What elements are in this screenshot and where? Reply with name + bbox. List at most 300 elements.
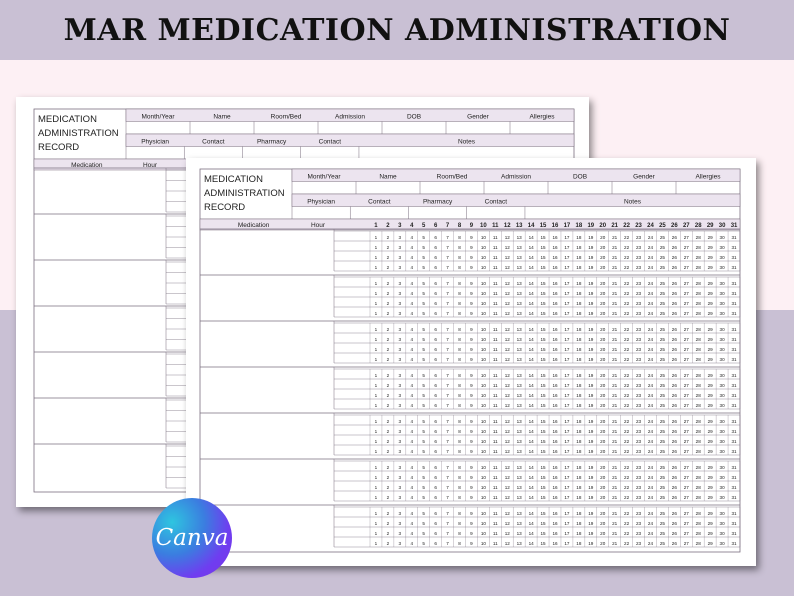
day-cell-number: 10 — [480, 235, 486, 240]
day-cell-number: 11 — [492, 347, 498, 352]
row2-header-label: Contact — [368, 198, 391, 206]
day-cell-number: 20 — [600, 475, 606, 480]
day-cell-number: 1 — [374, 311, 378, 316]
day-cell-number: 27 — [683, 511, 689, 516]
day-cell-number: 21 — [612, 541, 618, 546]
day-header-number: 3 — [398, 223, 402, 229]
day-cell-number: 17 — [564, 373, 570, 378]
day-cell-number: 2 — [386, 521, 390, 526]
day-cell-number: 15 — [540, 265, 546, 270]
day-cell-number: 17 — [564, 235, 570, 240]
day-cell-number: 6 — [434, 337, 437, 342]
day-cell-number: 22 — [624, 393, 630, 398]
day-cell-number: 7 — [446, 419, 449, 424]
day-cell-number: 20 — [600, 449, 606, 454]
day-cell-number: 20 — [600, 301, 606, 306]
day-cell-number: 21 — [612, 337, 618, 342]
day-cell-number: 21 — [612, 291, 618, 296]
day-cell-number: 27 — [683, 311, 689, 316]
day-cell-number: 11 — [492, 511, 498, 516]
day-cell-number: 8 — [458, 511, 461, 516]
day-cell-number: 25 — [659, 511, 665, 516]
day-cell-number: 23 — [635, 357, 642, 362]
day-cell-number: 9 — [470, 347, 473, 352]
day-cell-number: 16 — [552, 255, 558, 260]
day-cell-number: 30 — [719, 265, 725, 270]
day-cell-number: 2 — [386, 531, 390, 536]
day-cell-number: 10 — [480, 347, 486, 352]
day-cell-number: 16 — [552, 327, 558, 332]
day-cell-number: 29 — [707, 337, 713, 342]
day-cell-number: 18 — [576, 419, 582, 424]
day-cell-number: 21 — [612, 347, 618, 352]
day-cell-number: 1 — [374, 511, 378, 516]
day-cell-number: 7 — [446, 521, 449, 526]
day-cell-number: 28 — [695, 541, 701, 546]
day-cell-number: 13 — [516, 245, 522, 250]
day-cell-number: 28 — [695, 255, 701, 260]
day-cell-number: 25 — [659, 541, 665, 546]
day-cell-number: 4 — [410, 541, 414, 546]
day-cell-number: 1 — [374, 465, 378, 470]
day-cell-number: 1 — [374, 255, 378, 260]
day-cell-number: 12 — [504, 465, 510, 470]
day-cell-number: 3 — [398, 485, 402, 490]
day-cell-number: 30 — [719, 419, 725, 424]
title-banner — [0, 0, 794, 60]
day-cell-number: 16 — [552, 429, 558, 434]
day-header-number: 15 — [539, 223, 547, 229]
day-cell-number: 1 — [374, 521, 378, 526]
day-header-number: 26 — [671, 223, 678, 229]
day-cell-number: 24 — [647, 403, 654, 408]
day-cell-number: 25 — [659, 301, 665, 306]
day-cell-number: 2 — [386, 429, 390, 434]
day-cell-number: 20 — [600, 495, 606, 500]
day-cell-number: 3 — [398, 429, 402, 434]
day-cell-number: 31 — [731, 403, 737, 408]
medication-header-label: Medication — [71, 162, 103, 169]
day-cell-number: 15 — [540, 465, 546, 470]
day-cell-number: 16 — [552, 291, 558, 296]
day-cell-number: 19 — [588, 419, 594, 424]
day-cell-number: 22 — [624, 531, 630, 536]
day-cell-number: 23 — [635, 495, 642, 500]
day-cell-number: 23 — [635, 347, 642, 352]
day-cell-number: 28 — [695, 465, 701, 470]
day-cell-number: 30 — [719, 485, 725, 490]
day-cell-number: 14 — [528, 373, 534, 378]
day-cell-number: 11 — [492, 245, 498, 250]
day-cell-number: 15 — [540, 511, 546, 516]
day-cell-number: 31 — [731, 439, 737, 444]
day-cell-number: 26 — [671, 311, 677, 316]
day-cell-number: 28 — [695, 521, 701, 526]
day-cell-number: 7 — [446, 235, 449, 240]
day-cell-number: 24 — [647, 245, 654, 250]
day-cell-number: 5 — [422, 383, 425, 388]
day-cell-number: 12 — [504, 495, 510, 500]
day-cell-number: 17 — [564, 449, 570, 454]
day-cell-number: 20 — [600, 439, 606, 444]
hour-header-label: Hour — [310, 222, 326, 229]
page-title: MAR MEDICATION ADMINISTRATION — [63, 12, 731, 48]
day-cell-number: 16 — [552, 475, 558, 480]
day-cell-number: 2 — [386, 373, 390, 378]
day-cell-number: 25 — [659, 245, 665, 250]
day-cell-number: 3 — [398, 541, 402, 546]
day-cell-number: 19 — [588, 449, 594, 454]
day-cell-number: 29 — [707, 265, 713, 270]
row2-header-label: Contact — [484, 198, 508, 206]
day-cell-number: 23 — [635, 393, 642, 398]
day-cell-number: 10 — [480, 449, 486, 454]
day-cell-number: 10 — [480, 495, 486, 500]
day-cell-number: 7 — [446, 281, 449, 286]
day-cell-number: 15 — [540, 255, 546, 260]
day-cell-number: 9 — [470, 403, 473, 408]
day-cell-number: 15 — [540, 245, 546, 250]
day-cell-number: 14 — [528, 255, 534, 260]
day-cell-number: 1 — [374, 419, 378, 424]
day-cell-number: 10 — [480, 255, 486, 260]
day-cell-number: 30 — [719, 291, 725, 296]
day-cell-number: 14 — [528, 327, 534, 332]
day-cell-number: 16 — [552, 521, 558, 526]
day-cell-number: 4 — [410, 419, 414, 424]
day-cell-number: 26 — [671, 531, 677, 536]
row1-header-label: Name — [379, 173, 397, 181]
day-cell-number: 17 — [564, 541, 570, 546]
day-cell-number: 29 — [707, 475, 713, 480]
day-cell-number: 14 — [528, 347, 534, 352]
day-cell-number: 19 — [588, 301, 594, 306]
day-cell-number: 29 — [707, 327, 713, 332]
day-cell-number: 28 — [695, 393, 701, 398]
day-cell-number: 10 — [480, 357, 486, 362]
day-cell-number: 29 — [707, 403, 713, 408]
day-cell-number: 12 — [504, 541, 510, 546]
day-cell-number: 27 — [683, 531, 689, 536]
day-cell-number: 10 — [480, 245, 486, 250]
day-cell-number: 21 — [612, 265, 618, 270]
day-cell-number: 24 — [647, 419, 654, 424]
day-cell-number: 25 — [659, 265, 665, 270]
day-cell-number: 3 — [398, 311, 402, 316]
day-cell-number: 5 — [422, 301, 425, 306]
day-cell-number: 13 — [516, 475, 522, 480]
day-cell-number: 8 — [458, 393, 461, 398]
day-header-number: 6 — [433, 223, 438, 229]
day-cell-number: 25 — [659, 291, 665, 296]
day-cell-number: 10 — [480, 511, 486, 516]
day-cell-number: 23 — [635, 531, 642, 536]
day-cell-number: 6 — [434, 531, 437, 536]
day-cell-number: 16 — [552, 511, 558, 516]
day-cell-number: 5 — [422, 311, 425, 316]
day-cell-number: 1 — [374, 357, 378, 362]
form-title-line: MEDICATION — [204, 174, 263, 185]
day-cell-number: 3 — [398, 403, 402, 408]
day-cell-number: 2 — [386, 403, 390, 408]
row1-header-label: Room/Bed — [436, 173, 468, 181]
day-header-number: 30 — [718, 223, 726, 229]
day-cell-number: 21 — [612, 449, 618, 454]
form-title-line: RECORD — [38, 142, 80, 153]
day-cell-number: 19 — [588, 235, 594, 240]
day-cell-number: 7 — [446, 511, 449, 516]
day-header-number: 24 — [647, 223, 654, 229]
day-cell-number: 27 — [683, 495, 689, 500]
day-cell-number: 25 — [659, 449, 665, 454]
day-cell-number: 8 — [458, 495, 461, 500]
day-cell-number: 18 — [576, 301, 582, 306]
day-cell-number: 29 — [707, 347, 713, 352]
day-cell-number: 16 — [552, 337, 558, 342]
day-cell-number: 19 — [588, 245, 594, 250]
day-cell-number: 14 — [528, 439, 534, 444]
day-cell-number: 13 — [516, 485, 522, 490]
day-cell-number: 21 — [612, 475, 618, 480]
row2-header-label: Pharmacy — [422, 198, 453, 206]
day-cell-number: 19 — [588, 541, 594, 546]
day-cell-number: 16 — [552, 281, 558, 286]
day-cell-number: 30 — [719, 429, 725, 434]
day-cell-number: 9 — [470, 265, 473, 270]
day-cell-number: 11 — [492, 255, 498, 260]
day-cell-number: 31 — [731, 419, 737, 424]
day-cell-number: 8 — [458, 347, 461, 352]
day-cell-number: 21 — [612, 419, 618, 424]
day-cell-number: 3 — [398, 475, 402, 480]
day-cell-number: 27 — [683, 255, 689, 260]
day-cell-number: 5 — [422, 541, 425, 546]
day-cell-number: 14 — [528, 521, 534, 526]
day-cell-number: 19 — [588, 485, 594, 490]
day-cell-number: 20 — [600, 485, 606, 490]
day-cell-number: 15 — [540, 475, 546, 480]
day-cell-number: 14 — [528, 393, 534, 398]
day-cell-number: 17 — [564, 465, 570, 470]
day-cell-number: 6 — [434, 449, 437, 454]
day-cell-number: 26 — [671, 403, 677, 408]
day-cell-number: 2 — [386, 383, 390, 388]
day-cell-number: 6 — [434, 235, 437, 240]
day-cell-number: 9 — [470, 511, 473, 516]
day-cell-number: 21 — [612, 357, 618, 362]
day-cell-number: 6 — [434, 419, 437, 424]
day-cell-number: 31 — [731, 265, 737, 270]
day-cell-number: 25 — [659, 485, 665, 490]
day-cell-number: 16 — [552, 373, 558, 378]
day-cell-number: 27 — [683, 235, 689, 240]
day-cell-number: 5 — [422, 419, 425, 424]
day-cell-number: 9 — [470, 485, 473, 490]
day-cell-number: 27 — [683, 327, 689, 332]
day-cell-number: 23 — [635, 541, 642, 546]
day-cell-number: 13 — [516, 449, 522, 454]
day-cell-number: 24 — [647, 357, 654, 362]
day-cell-number: 23 — [635, 301, 642, 306]
day-cell-number: 11 — [492, 419, 498, 424]
day-cell-number: 11 — [492, 311, 498, 316]
day-cell-number: 31 — [731, 281, 737, 286]
day-cell-number: 25 — [659, 393, 665, 398]
day-cell-number: 29 — [707, 281, 713, 286]
day-cell-number: 9 — [470, 357, 473, 362]
day-cell-number: 15 — [540, 327, 546, 332]
day-cell-number: 2 — [386, 511, 390, 516]
day-cell-number: 2 — [386, 255, 390, 260]
day-cell-number: 2 — [386, 291, 390, 296]
day-cell-number: 29 — [707, 357, 713, 362]
day-cell-number: 22 — [624, 245, 630, 250]
day-header-number: 9 — [469, 223, 474, 229]
day-cell-number: 6 — [434, 495, 437, 500]
row1-header-label: Room/Bed — [270, 113, 302, 121]
day-cell-number: 17 — [564, 301, 570, 306]
day-cell-number: 20 — [600, 521, 606, 526]
day-cell-number: 20 — [600, 393, 606, 398]
day-cell-number: 11 — [492, 439, 498, 444]
day-cell-number: 16 — [552, 485, 558, 490]
day-cell-number: 17 — [564, 393, 570, 398]
day-cell-number: 8 — [458, 337, 461, 342]
row1-header-label: DOB — [572, 173, 588, 181]
day-cell-number: 26 — [671, 347, 677, 352]
day-cell-number: 15 — [540, 439, 546, 444]
day-cell-number: 8 — [458, 419, 461, 424]
day-cell-number: 22 — [624, 419, 630, 424]
day-cell-number: 11 — [492, 327, 498, 332]
day-cell-number: 22 — [624, 511, 630, 516]
day-cell-number: 6 — [434, 383, 437, 388]
day-cell-number: 12 — [504, 347, 510, 352]
day-cell-number: 5 — [422, 403, 425, 408]
row2-header-label: Contact — [318, 138, 342, 146]
day-cell-number: 18 — [576, 531, 582, 536]
day-cell-number: 2 — [386, 281, 390, 286]
day-cell-number: 1 — [374, 429, 378, 434]
day-cell-number: 15 — [540, 357, 546, 362]
day-cell-number: 26 — [671, 327, 677, 332]
day-cell-number: 23 — [635, 511, 642, 516]
day-cell-number: 25 — [659, 521, 665, 526]
day-cell-number: 6 — [434, 291, 437, 296]
day-cell-number: 10 — [480, 465, 486, 470]
day-cell-number: 27 — [683, 419, 689, 424]
day-cell-number: 23 — [635, 475, 642, 480]
day-cell-number: 25 — [659, 403, 665, 408]
day-cell-number: 6 — [434, 541, 437, 546]
day-cell-number: 23 — [635, 439, 642, 444]
day-cell-number: 28 — [695, 531, 701, 536]
day-cell-number: 16 — [552, 393, 558, 398]
day-cell-number: 11 — [492, 357, 498, 362]
day-cell-number: 11 — [492, 531, 498, 536]
day-cell-number: 4 — [410, 511, 414, 516]
day-cell-number: 3 — [398, 449, 402, 454]
day-cell-number: 2 — [386, 327, 390, 332]
day-cell-number: 2 — [386, 337, 390, 342]
day-cell-number: 17 — [564, 439, 570, 444]
day-cell-number: 1 — [374, 485, 378, 490]
row1-header-label: Name — [213, 113, 231, 121]
day-cell-number: 21 — [612, 429, 618, 434]
day-cell-number: 16 — [552, 357, 558, 362]
day-cell-number: 23 — [635, 485, 642, 490]
day-cell-number: 10 — [480, 301, 486, 306]
day-cell-number: 20 — [600, 311, 606, 316]
day-cell-number: 26 — [671, 511, 677, 516]
day-cell-number: 18 — [576, 403, 582, 408]
day-header-number: 5 — [422, 223, 426, 229]
day-cell-number: 31 — [731, 449, 737, 454]
day-cell-number: 3 — [398, 281, 402, 286]
day-cell-number: 5 — [422, 347, 425, 352]
day-cell-number: 23 — [635, 429, 642, 434]
day-cell-number: 1 — [374, 291, 378, 296]
day-header-number: 8 — [457, 223, 462, 229]
day-cell-number: 13 — [516, 541, 522, 546]
day-cell-number: 12 — [504, 439, 510, 444]
day-cell-number: 23 — [635, 291, 642, 296]
day-cell-number: 26 — [671, 475, 677, 480]
day-cell-number: 16 — [552, 403, 558, 408]
day-cell-number: 1 — [374, 337, 378, 342]
day-cell-number: 7 — [446, 373, 449, 378]
day-cell-number: 15 — [540, 383, 546, 388]
day-cell-number: 4 — [410, 245, 414, 250]
day-cell-number: 10 — [480, 281, 486, 286]
day-cell-number: 18 — [576, 495, 582, 500]
day-cell-number: 19 — [588, 465, 594, 470]
day-cell-number: 22 — [624, 235, 630, 240]
row1-header-label: DOB — [406, 113, 422, 121]
day-cell-number: 25 — [659, 429, 665, 434]
day-cell-number: 15 — [540, 419, 546, 424]
day-cell-number: 21 — [612, 403, 618, 408]
day-cell-number: 24 — [647, 393, 654, 398]
day-cell-number: 5 — [422, 475, 425, 480]
day-cell-number: 21 — [612, 235, 618, 240]
day-cell-number: 20 — [600, 291, 606, 296]
day-cell-number: 22 — [624, 281, 630, 286]
day-cell-number: 16 — [552, 541, 558, 546]
day-cell-number: 5 — [422, 235, 425, 240]
day-cell-number: 13 — [516, 301, 522, 306]
day-header-number: 29 — [706, 223, 714, 229]
day-cell-number: 28 — [695, 291, 701, 296]
day-cell-number: 13 — [516, 327, 522, 332]
day-cell-number: 4 — [410, 383, 414, 388]
day-cell-number: 27 — [683, 373, 689, 378]
day-cell-number: 9 — [470, 245, 473, 250]
day-cell-number: 7 — [446, 347, 449, 352]
day-cell-number: 1 — [374, 347, 378, 352]
day-cell-number: 22 — [624, 429, 630, 434]
day-cell-number: 15 — [540, 311, 546, 316]
day-cell-number: 4 — [410, 393, 414, 398]
day-header-number: 7 — [445, 223, 450, 229]
day-cell-number: 18 — [576, 347, 582, 352]
day-cell-number: 16 — [552, 465, 558, 470]
day-cell-number: 30 — [719, 495, 725, 500]
day-cell-number: 18 — [576, 465, 582, 470]
day-cell-number: 14 — [528, 281, 534, 286]
form-title-line: ADMINISTRATION — [204, 188, 285, 199]
day-cell-number: 17 — [564, 245, 570, 250]
